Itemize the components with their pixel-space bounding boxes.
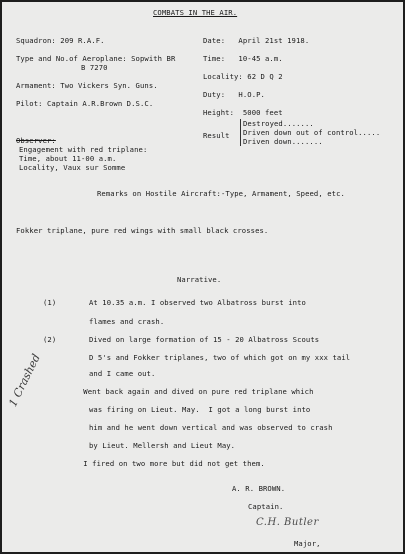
time-field: Time: 10-45 a.m. (203, 54, 283, 63)
narrative-line: him and he went down vertical and was observed to crash (89, 423, 333, 432)
co-signature: C.H. Butler (256, 517, 319, 528)
margin-note: 1 Crashed (6, 351, 43, 409)
observer-line-1: Engagement with red triplane: (19, 145, 148, 154)
narrative-line: was firing on Lieut. May. I got a long burst into (89, 405, 311, 414)
duty-field: Duty: H.O.P. (203, 90, 265, 99)
narrative-heading: Narrative. (177, 275, 222, 284)
observer-line-2: Time, about 11-00 a.m. (19, 154, 117, 163)
result-driven-down: Driven down....... (243, 137, 323, 146)
squadron-field: Squadron: 209 R.A.F. (16, 36, 105, 45)
aeroplane-type-field: Type and No.of Aeroplane: Sopwith BR (16, 54, 176, 63)
observer-label: Observer: (16, 136, 56, 145)
narrative-line: flames and crash. (89, 317, 165, 326)
result-destroyed: Destroyed....... (243, 119, 314, 128)
result-out-of-control: Driven down out of control..... (243, 128, 381, 137)
result-label: Result (203, 131, 230, 140)
remarks-text: Fokker triplane, pure red wings with small black crosses. (16, 226, 269, 235)
remarks-heading: Remarks on Hostile Aircraft:-Type, Armament, Speed, etc. (97, 189, 345, 198)
narrative-line: Went back again and dived on pure red triplane which (70, 387, 314, 396)
narrative-line: by Lieut. Mellersh and Lieut May. (89, 441, 236, 450)
signature-rank: Captain. (248, 502, 284, 511)
aeroplane-number-field: B 7270 (81, 63, 108, 72)
narrative-line: At 10.35 a.m. I observed two Albatross burst into (89, 298, 306, 307)
narrative-line: D 5's and Fokker triplanes, two of which got on my xxx tail (89, 353, 351, 362)
narrative-line: I fired on two more but did not get them. (70, 459, 265, 468)
armament-field: Armament: Two Vickers Syn. Guns. (16, 81, 158, 90)
date-field: Date: April 21st 1918. (203, 36, 310, 45)
observer-line-3: Locality, Vaux sur Somme (19, 163, 126, 172)
pilot-field: Pilot: Captain A.R.Brown D.S.C. (16, 99, 154, 108)
signature-name: A. R. BROWN. (232, 484, 286, 493)
narrative-item-1-number: (1) (43, 298, 57, 307)
report-title: COMBATS IN THE AIR. (153, 8, 238, 17)
height-field: Height: 5000 feet (203, 108, 283, 117)
co-signature-rank: Major, (294, 539, 321, 548)
result-brace (240, 119, 241, 146)
locality-field: Locality: 62 D Q 2 (203, 72, 283, 81)
narrative-line: Dived on large formation of 15 - 20 Albatross Scouts (89, 335, 320, 344)
narrative-item-2-number: (2) (43, 335, 57, 344)
narrative-line: and I came out. (89, 369, 156, 378)
